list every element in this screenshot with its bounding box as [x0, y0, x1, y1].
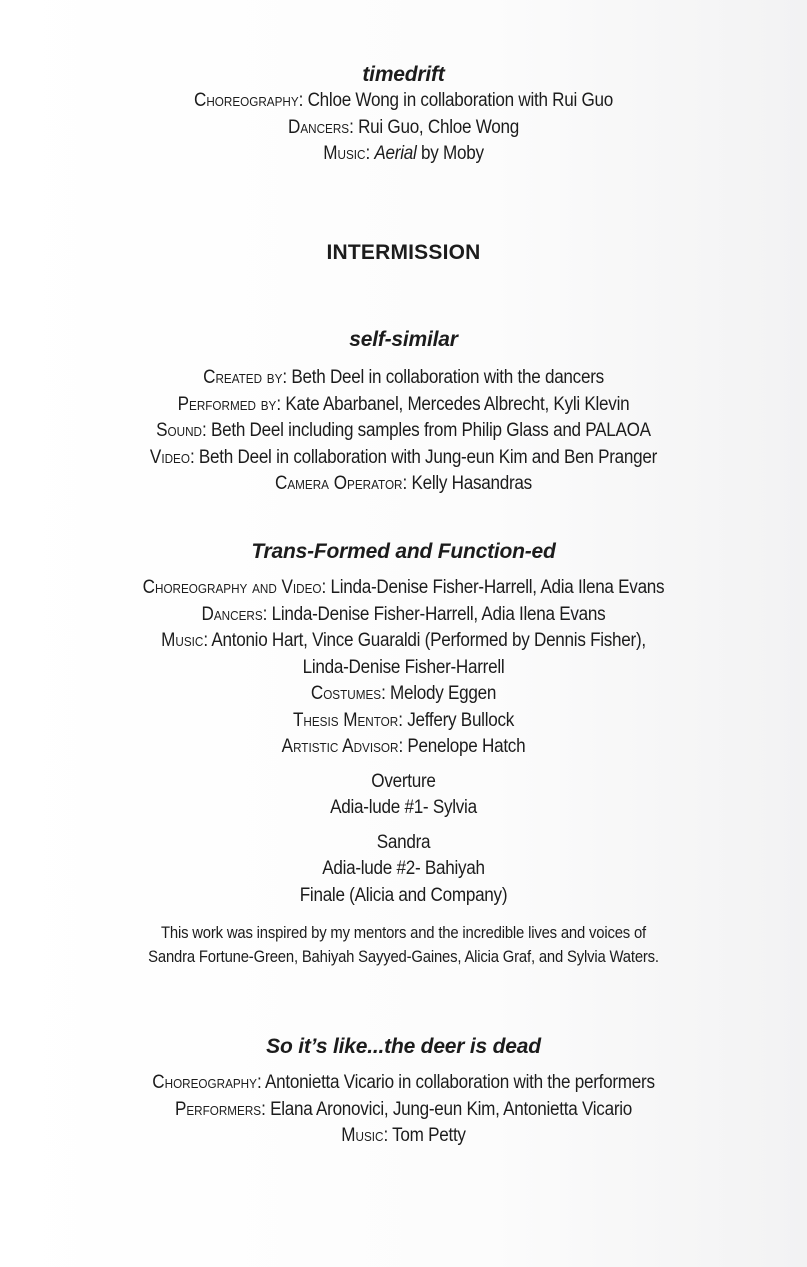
- credit-separator: :: [383, 1125, 393, 1146]
- credit-separator: :: [365, 143, 375, 164]
- credit-value: Kate Abarbanel, Mercedes Albrecht, Kyli Klevin: [285, 393, 630, 415]
- work-title: self-similar: [349, 328, 458, 351]
- credit-label: Thesis Mentor: [292, 709, 399, 731]
- movement-group-2: [0, 830, 807, 910]
- credit-created-by: [40, 365, 766, 392]
- credit-value: Linda-Denise Fisher-Harrell, Adia Ilena Evans: [271, 603, 606, 625]
- note-line: This work was inspired by my mentors and the incredible lives and voices of: [160, 924, 647, 942]
- credit-separator: :: [398, 709, 408, 731]
- credit-dancers: [40, 115, 766, 142]
- credit-label: Created by: [203, 367, 283, 388]
- credit-value: Penelope Hatch: [407, 736, 526, 757]
- credit-label: Choreography: [193, 90, 299, 111]
- section-trans-formed: [0, 539, 807, 969]
- movement-group-1: [0, 769, 807, 822]
- credit-choreography-video: [40, 575, 766, 602]
- credit-value: Linda-Denise Fisher-Harrell, Adia Ilena Evans: [330, 577, 665, 598]
- note-line: Sandra Fortune-Green, Bahiyah Sayyed-Gaines, Alicia Graf, and Sylvia Waters.: [148, 948, 659, 966]
- credit-costumes: [40, 681, 766, 708]
- credit-label: Music: [341, 1125, 384, 1146]
- credit-label: Costumes: [310, 683, 382, 704]
- credit-value: Elana Aronovici, Jung-eun Kim, Antonietta Vicario: [270, 1098, 633, 1120]
- credit-music: [40, 141, 766, 168]
- credit-dancers: [40, 602, 766, 629]
- credit-label: Camera Operator: [275, 473, 403, 494]
- credit-separator: :: [203, 630, 212, 651]
- credit-performed-by: [40, 392, 766, 419]
- credit-value: Antonietta Vicario in collaboration with the performers: [264, 1072, 655, 1093]
- credit-separator: :: [276, 393, 286, 415]
- credit-sound: [40, 418, 766, 445]
- section-self-similar: [0, 327, 807, 498]
- intermission-heading: INTERMISSION: [326, 241, 481, 264]
- movement-item: Overture: [371, 770, 436, 792]
- movement-item: Adia-lude #2- Bahiyah: [322, 858, 485, 879]
- credit-separator: :: [256, 1072, 265, 1093]
- credit-label: Choreography: [152, 1072, 257, 1093]
- credit-label: Performers: [174, 1098, 262, 1120]
- credit-value: Rui Guo, Chloe Wong: [358, 116, 519, 138]
- credit-label: Dancers: [288, 116, 350, 138]
- credit-music: [40, 1123, 766, 1150]
- credit-separator: :: [282, 367, 292, 388]
- credit-value: Beth Deel including samples from Philip Glass and PALAOA: [210, 420, 651, 441]
- credit-performers: [40, 1097, 766, 1124]
- credit-value: Melody Eggen: [390, 683, 497, 704]
- credit-label: Choreography and Video: [142, 577, 322, 598]
- credit-camera-operator: [40, 471, 766, 498]
- credit-value: Chloe Wong in collaboration with Rui Guo: [307, 90, 614, 111]
- credit-separator: :: [402, 473, 412, 494]
- credit-video: [40, 445, 766, 472]
- movement-item: Finale (Alicia and Company): [299, 884, 508, 906]
- credit-music: [40, 628, 766, 655]
- credit-separator: :: [298, 90, 308, 111]
- section-deer-is-dead: [0, 1034, 807, 1150]
- credit-label: Music: [161, 630, 204, 651]
- credit-thesis-mentor: [40, 708, 766, 735]
- credit-separator: :: [349, 116, 359, 138]
- credit-label: Artistic Advisor: [281, 736, 399, 757]
- credit-value: Antonio Hart, Vince Guaraldi (Performed by Dennis Fisher),: [211, 630, 646, 651]
- music-artist: by Moby: [421, 143, 484, 164]
- work-title: Trans-Formed and Function-ed: [251, 540, 556, 563]
- credit-choreography: [40, 88, 766, 115]
- credit-separator: :: [261, 1098, 271, 1120]
- dedication-note: [0, 921, 807, 969]
- work-title: So it’s like...the deer is dead: [266, 1035, 541, 1058]
- credit-separator: :: [202, 420, 211, 441]
- section-intermission: [0, 240, 807, 266]
- movement-item: Adia-lude #1- Sylvia: [330, 797, 477, 818]
- credit-label: Music: [323, 143, 366, 164]
- credit-music-continued: Linda-Denise Fisher-Harrell: [302, 656, 505, 678]
- credit-separator: :: [262, 603, 272, 625]
- credit-value: Beth Deel in collaboration with the dancers: [291, 367, 604, 388]
- music-title: Aerial: [374, 143, 417, 164]
- movement-item: Sandra: [376, 831, 431, 853]
- credit-separator: :: [321, 577, 331, 598]
- credit-value: Tom Petty: [392, 1125, 466, 1146]
- credit-value: Kelly Hasandras: [411, 473, 532, 494]
- credit-choreography: [40, 1070, 766, 1097]
- work-title: timedrift: [362, 63, 445, 86]
- credit-separator: :: [381, 683, 391, 704]
- section-timedrift: [0, 62, 807, 168]
- credit-value: Beth Deel in collaboration with Jung-eun Kim and Ben Pranger: [198, 446, 658, 468]
- credit-label: Dancers: [201, 603, 263, 625]
- credit-label: Sound: [156, 420, 203, 441]
- credit-label: Video: [149, 446, 190, 468]
- credit-separator: :: [189, 446, 199, 468]
- credit-artistic-advisor: [40, 734, 766, 761]
- credit-label: Performed by: [177, 393, 277, 415]
- credit-value: Jeffery Bullock: [407, 709, 515, 731]
- credit-separator: :: [398, 736, 408, 757]
